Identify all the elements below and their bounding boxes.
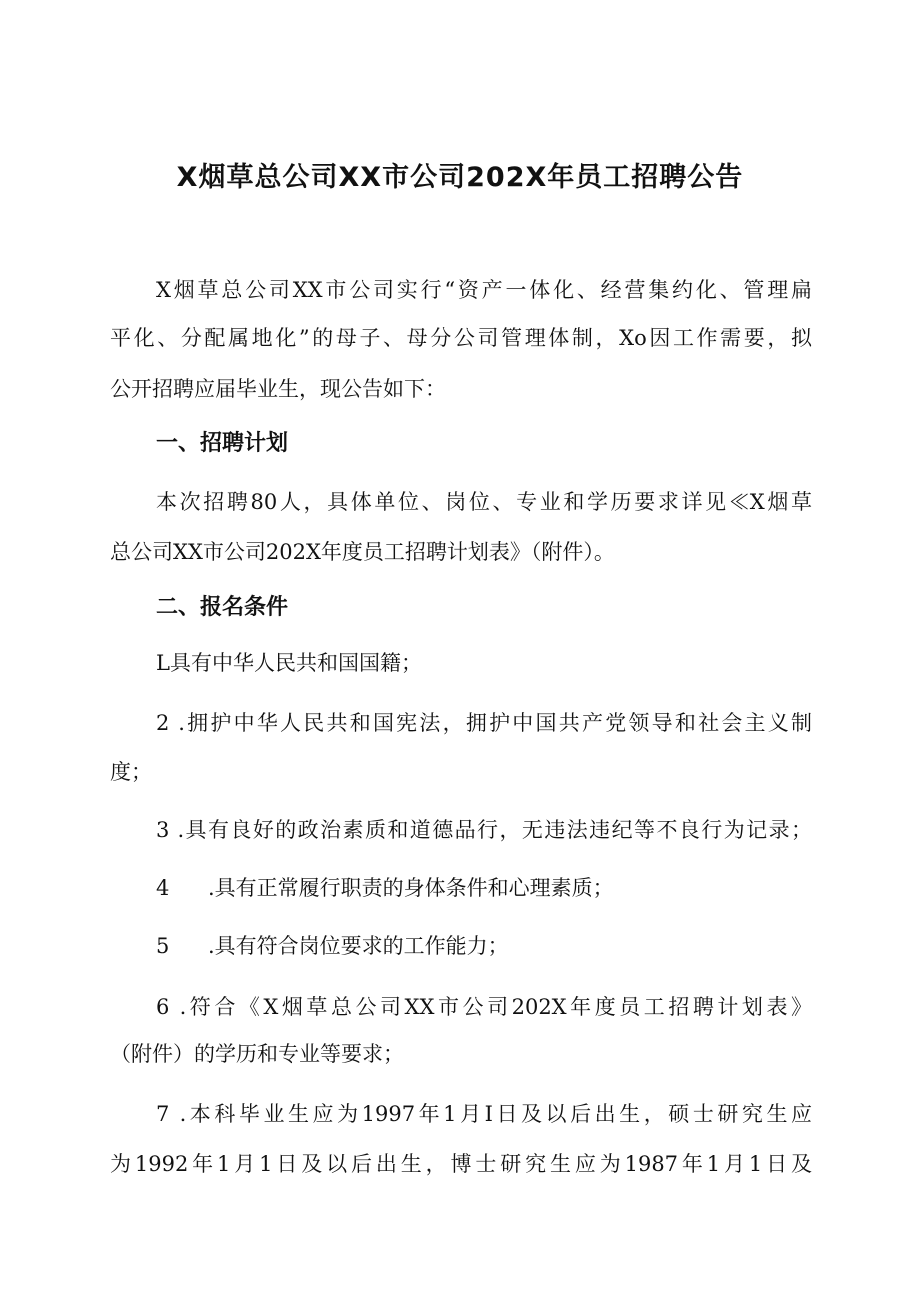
condition-item-6-line-2: （附件）的学历和专业等要求；: [110, 1042, 404, 1066]
intro-line-2: 平化、分配属地化”的母子、母分公司管理体制，Xo因工作需要，拟: [110, 326, 812, 350]
condition-item-5: [156, 932, 509, 960]
condition-item-7-line-1: 7 .本科毕业生应为1997年1月I日及以后出生，硕士研究生应: [156, 1102, 812, 1126]
condition-item-7-line-2: 为1992年1月1日及以后出生，博士研究生应为1987年1月1日及: [110, 1152, 812, 1176]
document-title: X烟草总公司XX市公司202X年员工招聘公告: [176, 162, 744, 193]
section1-line-1: 本次招聘80人，具体单位、岗位、专业和学历要求详见≪X烟草: [156, 490, 812, 514]
section-heading-eligibility: 二、报名条件: [156, 595, 289, 620]
condition-item-5-number: 5: [156, 934, 170, 958]
condition-item-1: L具有中华人民共和国国籍；: [156, 651, 422, 675]
section-heading-recruitment-plan: 一、招聘计划: [156, 431, 289, 456]
intro-line-3: 公开招聘应届毕业生，现公告如下：: [110, 377, 446, 401]
condition-item-4-number: 4: [156, 876, 170, 900]
condition-item-4: [156, 874, 614, 902]
condition-item-6-line-1: 6 .符合《X烟草总公司XX市公司202X年度员工招聘计划表》: [156, 995, 812, 1019]
condition-item-2-line-2: 度；: [110, 760, 152, 784]
condition-item-4-text: .具有正常履行职责的身体条件和心理素质；: [208, 876, 614, 900]
intro-line-1: X烟草总公司XX市公司实行“资产一体化、经营集约化、管理扁: [156, 278, 812, 302]
condition-item-5-text: .具有符合岗位要求的工作能力；: [208, 934, 509, 958]
condition-item-2-line-1: 2 .拥护中华人民共和国宪法，拥护中国共产党领导和社会主义制: [156, 711, 812, 735]
section1-line-2: 总公司XX市公司202X年度员工招聘计划表》（附件）。: [110, 540, 615, 564]
condition-item-3: 3 .具有良好的政治素质和道德品行，无违法违纪等不良行为记录；: [156, 818, 812, 842]
